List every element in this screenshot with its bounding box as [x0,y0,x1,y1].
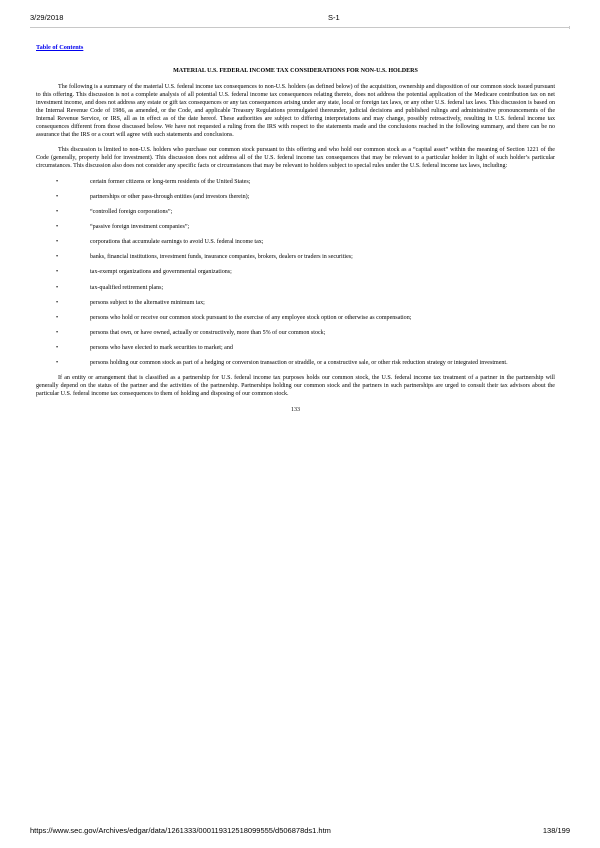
print-footer [0,826,600,838]
bullet-icon: • [56,223,59,230]
source-url: https://www.sec.gov/Archives/edgar/data/1261333/000119312518099555/d506878ds1.htm [30,826,331,835]
section-title: MATERIAL U.S. FEDERAL INCOME TAX CONSIDERATIONS FOR NON-U.S. HOLDERS [173,68,418,74]
bullet-icon: • [56,193,59,200]
print-date: 3/29/2018 [30,13,64,22]
list-item: • “controlled foreign corporations”; [56,208,173,215]
paragraph-scope: This discussion is limited to non-U.S. holders who purchase our common stock pursuant to this offering and who hold our common stock as a “capital asset” within the meaning of Section 1221 of the Code (generally, property held for investment). This discussion does not address all of the U.S. federal income tax consequences that may be relevant to a particular holder in light of such holder’s particular circumstances. This discussion also does not consider any specific facts or circumstances that may be relevant to holders subject to special rules under the U.S. federal income tax laws, including: [36,147,555,170]
bullet-icon: • [56,208,59,215]
print-page-count: 138/199 [542,826,570,835]
page-number: 133 [290,407,301,414]
bullet-icon: • [56,360,59,367]
bullet-icon: • [56,314,59,321]
list-item: • tax-exempt organizations and governmental organizations; [56,269,232,276]
list-item: • persons who have elected to mark securities to market; and [56,345,233,352]
list-item: • persons that own, or have owned, actually or constructively, more than 5% of our common stock; [56,329,326,336]
list-item: • certain former citizens or long-term residents of the United States; [56,178,251,185]
list-item: • tax-qualified retirement plans; [56,284,164,291]
list-item: • persons who hold or receive our common stock pursuant to the exercise of any employee stock option or otherwise as compensation; [56,314,412,321]
document-body [36,67,555,415]
list-item: • banks, financial institutions, investment funds, insurance companies, brokers, dealers or traders in securities; [56,254,353,261]
bullet-icon: • [56,178,59,185]
list-item: • persons subject to the alternative minimum tax; [56,299,205,306]
header-divider [30,27,569,28]
bullet-icon: • [56,239,59,246]
bullet-icon: • [56,254,59,261]
bullet-icon: • [56,299,59,306]
bullet-icon: • [56,345,59,352]
paragraph-summary: The following is a summary of the material U.S. federal income tax consequences to non-U.S. holders (as defined below) of the acquisition, ownership and disposition of our common stock issued pursuant to this offering. This discussion is not a complete analysis of all potential U.S. federal income tax consequences relating thereto, does not address the potential application of the Medicare contribution tax on net investment income, and does not address any estate or gift tax consequences or any tax consequences arising under any state, local or foreign tax laws, or any other U.S. federal tax laws. This discussion is based on the Internal Revenue Code of 1986, as amended, or the Code, and applicable Treasury Regulations promulgated thereunder, judicial decisions and published rulings and administrative pronouncements of the Internal Revenue Service, or IRS, all as in effect as of the date hereof. These authorities are subject to differing interpretations and may change, possibly retroactively, resulting in U.S. federal income tax consequences different from those discussed below. We have not requested a ruling from the IRS with respect to the statements made and the conclusions reached in the following summary, and there can be no assurance that the IRS or a court will agree with such statements and conclusions. [36,84,555,139]
table-of-contents-link[interactable]: Table of Contents [36,44,84,51]
print-header [0,13,600,25]
list-item: • persons holding our common stock as part of a hedging or conversion transaction or straddle, or a constructive sale, or other risk reduction strategy or integrated investment. [56,360,508,367]
bullet-icon: • [56,329,59,336]
list-item: • corporations that accumulate earnings to avoid U.S. federal income tax; [56,239,264,246]
bullet-icon: • [56,284,59,291]
bullet-icon: • [56,269,59,276]
list-item: • “passive foreign investment companies”; [56,223,190,230]
form-type: S-1 [328,13,340,22]
exclusions-list [36,178,555,368]
list-item: • partnerships or other pass-through entities (and investors therein); [56,193,250,200]
paragraph-partnerships: If an entity or arrangement that is classified as a partnership for U.S. federal income tax purposes holds our common stock, the U.S. federal income tax treatment of a partner in the partnership will generally depend on the status of the partner and the activities of the partnership. Partnerships holding our common stock and the partners in such partnerships are urged to consult their tax advisors about the particular U.S. federal income tax consequences to them of holding and disposing of our common stock. [36,375,555,398]
